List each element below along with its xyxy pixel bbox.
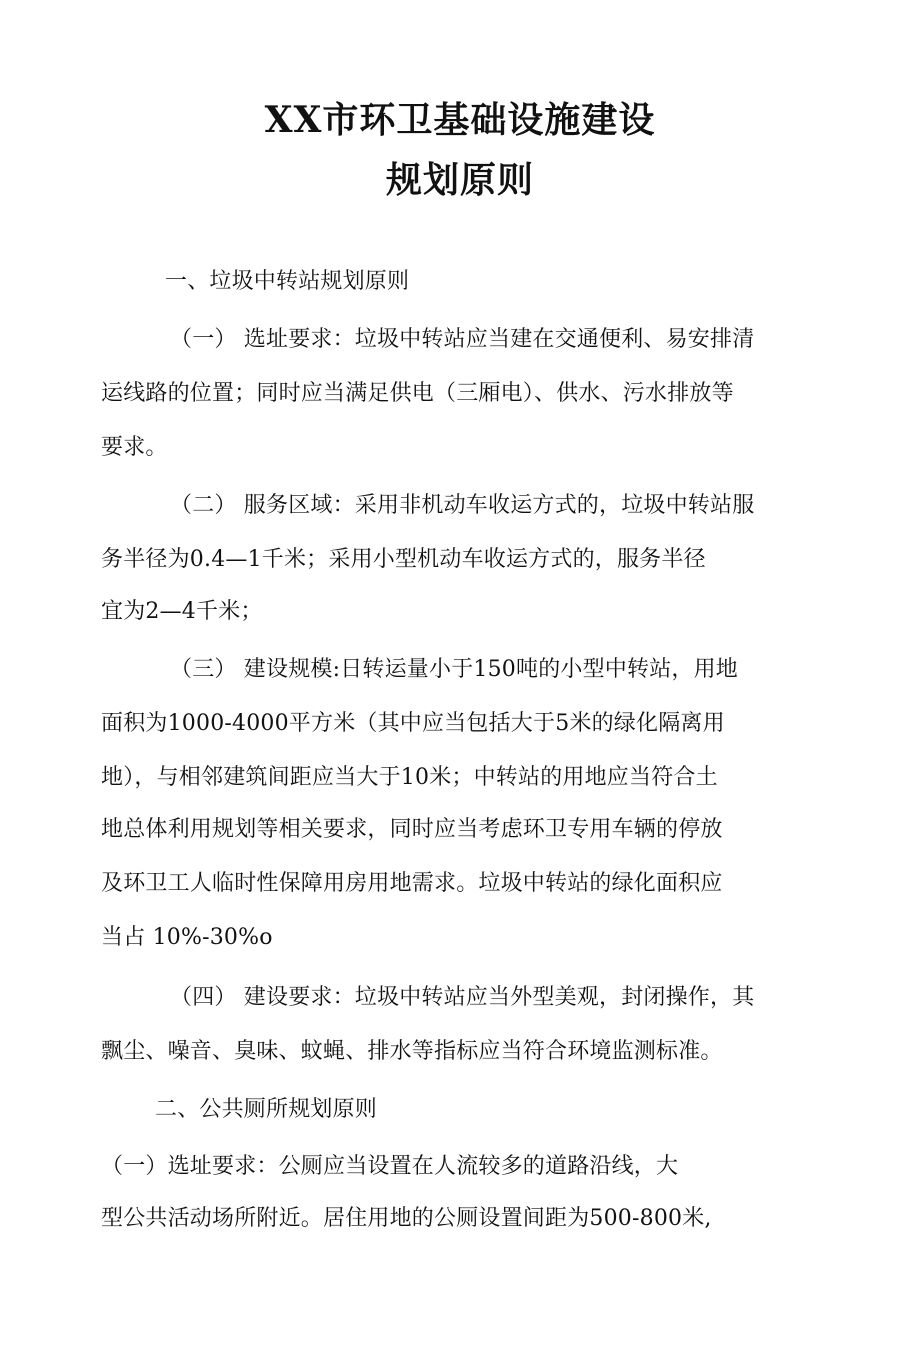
section-1-item-2-line-3: 宜为2—4千米； bbox=[101, 599, 263, 624]
document-title-line-1: XX市环卫基础设施建设 bbox=[264, 99, 656, 141]
section-1-item-3-line-5: 及环卫工人临时性保障用房用地需求。垃圾中转站的绿化面积应 bbox=[101, 871, 723, 896]
section-1-item-4-line-1: （四） 建设要求：垃圾中转站应当外型美观，封闭操作，其 bbox=[170, 985, 755, 1010]
section-1-item-3-line-1: （三） 建设规模:日转运量小于150吨的小型中转站，用地 bbox=[170, 657, 738, 682]
section-2-item-1-line-1: （一）选址要求：公厕应当设置在人流较多的道路沿线，大 bbox=[101, 1154, 679, 1179]
section-1-item-2-line-2: 务半径为0.4—1千米；采用小型机动车收运方式的，服务半径 bbox=[101, 547, 706, 572]
section-1-item-1-line-1: （一） 选址要求：垃圾中转站应当建在交通便利、易安排清 bbox=[170, 327, 755, 352]
section-2-heading: 二、公共厕所规划原则 bbox=[155, 1097, 378, 1122]
document-title-line-2: 规划原则 bbox=[385, 159, 534, 201]
section-2-item-1-line-2: 型公共活动场所附近。居住用地的公厕设置间距为500-800米, bbox=[101, 1206, 712, 1231]
section-1-item-3-line-4: 地总体利用规划等相关要求，同时应当考虑环卫专用车辆的停放 bbox=[101, 817, 723, 842]
section-1-item-4-line-2: 飘尘、噪音、臭味、蚊蝇、排水等指标应当符合环境监测标准。 bbox=[101, 1039, 723, 1064]
section-1-item-1-line-3: 要求。 bbox=[101, 435, 168, 460]
section-1-item-1-line-2: 运线路的位置；同时应当满足供电（三厢电）、供水、污水排放等 bbox=[101, 381, 734, 406]
section-1-item-3-line-3: 地），与相邻建筑间距应当大于10米；中转站的用地应当符合土 bbox=[101, 765, 718, 790]
section-1-heading: 一、垃圾中转站规划原则 bbox=[165, 269, 410, 294]
section-1-item-3-line-6: 当占 10%-30%o bbox=[101, 925, 273, 950]
section-1-item-2-line-1: （二） 服务区域：采用非机动车收运方式的，垃圾中转站服 bbox=[170, 493, 755, 518]
section-1-item-3-line-2: 面积为1000-4000平方米（其中应当包括大于5米的绿化隔离用 bbox=[101, 711, 725, 736]
